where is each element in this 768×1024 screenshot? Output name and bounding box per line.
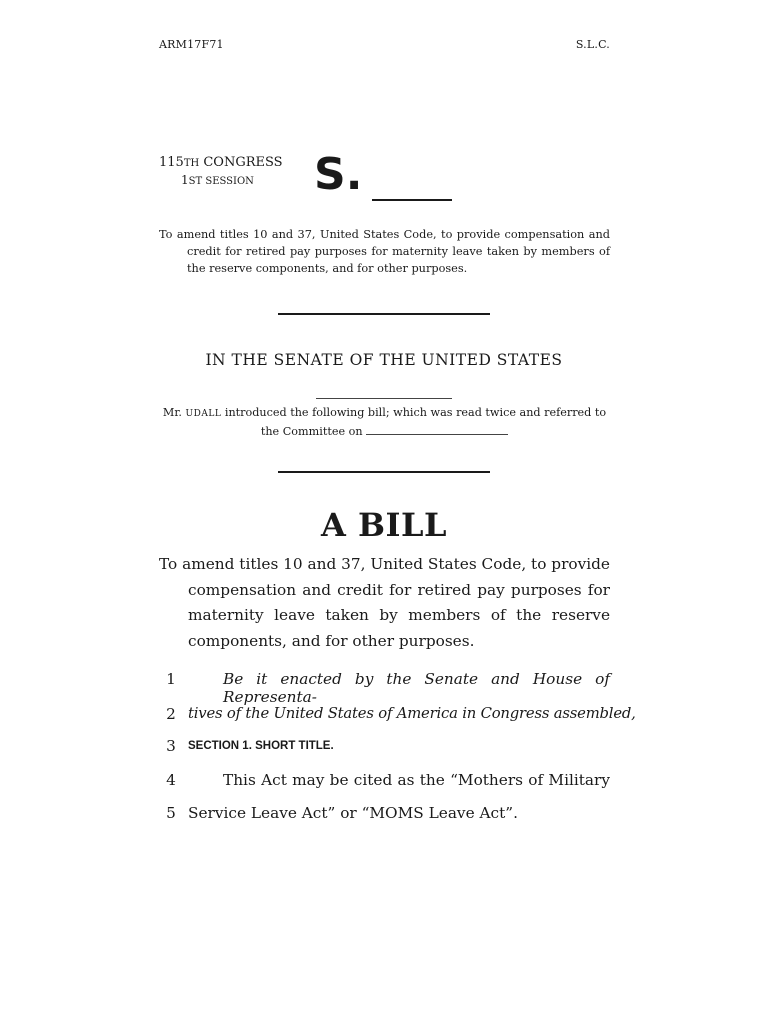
bill-title: A BILL — [321, 506, 447, 544]
introduction-statement: Mr. UDALL introduced the following bill; which was read twice and referred to the Committee on — [162, 406, 607, 438]
committee-blank — [366, 424, 508, 435]
line-number: 1 — [166, 670, 176, 688]
bill-number-blank — [372, 199, 452, 201]
section-heading: SECTION 1. SHORT TITLE. — [188, 740, 334, 752]
document-id: ARM17F71 — [159, 38, 224, 51]
divider-rule-bottom — [278, 471, 490, 473]
enacting-clause-line-2: tives of the United States of America in Congress assembled, — [188, 705, 636, 722]
sponsor-name: UDALL — [185, 409, 222, 419]
short-title-line-2: Service Leave Act” or “MOMS Leave Act”. — [188, 804, 518, 822]
short-title-line-1: This Act may be cited as the “Mothers of Military — [223, 771, 610, 789]
bill-number: S. — [314, 149, 363, 200]
divider-rule-top — [278, 313, 490, 315]
congress-line: 115TH CONGRESS — [159, 155, 283, 170]
line-number: 5 — [166, 804, 176, 822]
session-line: 1ST SESSION — [181, 173, 254, 187]
line-number: 2 — [166, 705, 176, 723]
short-purpose: To amend titles 10 and 37, United States Code, to provide compensation and credit for retired pay purposes for maternity leave taken by members of the reserve components, and for other purposes. — [159, 228, 610, 275]
enacting-clause-line-1: Be it enacted by the Senate and House of Representa- — [223, 670, 610, 706]
long-purpose: To amend titles 10 and 37, United States Code, to provide compensation and credit for retired pay purposes for maternity leave taken by members of the reserve components, and for other purposes. — [159, 555, 610, 650]
chamber-heading: IN THE SENATE OF THE UNITED STATES — [205, 351, 563, 369]
congress-session-block — [159, 155, 283, 190]
slc-label: S.L.C. — [575, 38, 610, 51]
divider-thin — [316, 398, 452, 399]
line-number: 4 — [166, 771, 176, 789]
line-number: 3 — [166, 737, 176, 755]
